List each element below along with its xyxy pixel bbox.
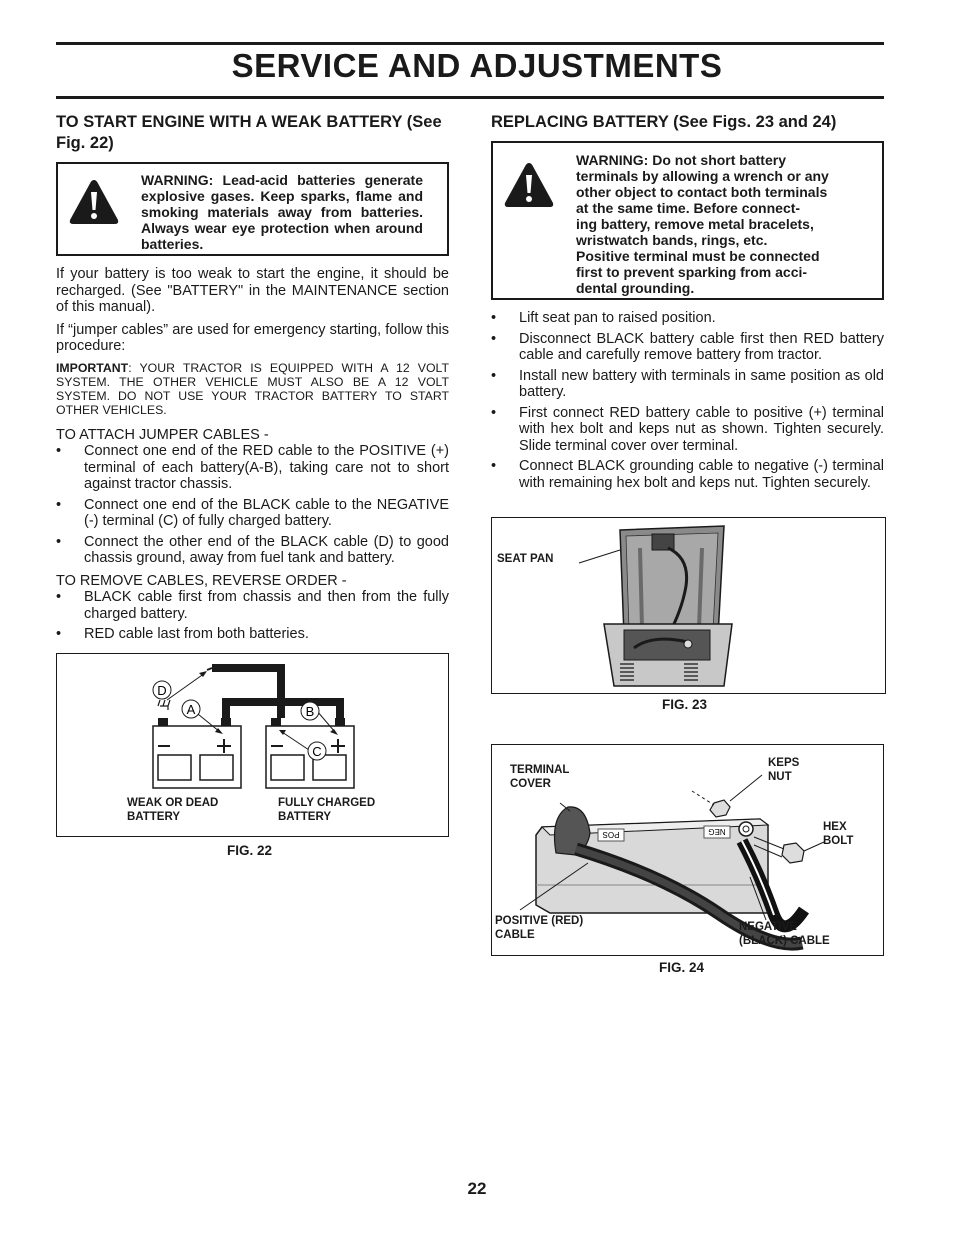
ground-symbol-icon: [158, 700, 170, 710]
fig-24-battery-terminals: [491, 744, 884, 956]
fig-22-caption: FIG. 22: [227, 843, 273, 858]
replacement-step: • Disconnect BLACK battery cable first then RED battery cable and carefully remove battery from tractor.: [491, 331, 884, 364]
remove-step: • BLACK cable first from chassis and then from the fully charged battery.: [56, 589, 449, 622]
warning-triangle-icon: [68, 178, 120, 226]
fig-23-seat-pan: [491, 517, 886, 694]
title-underline: [56, 96, 884, 99]
label-b: B: [305, 704, 315, 719]
important-note: [56, 361, 449, 417]
label-c: C: [312, 744, 322, 759]
charged-battery-label: FULLY CHARGED BATTERY: [278, 797, 376, 823]
attach-heading: TO ATTACH JUMPER CABLES -: [56, 426, 269, 443]
label-d: D: [157, 683, 167, 698]
warning-line: at the same time. Before connect-: [576, 200, 801, 216]
warning-line: dental grounding.: [576, 280, 695, 296]
replacing-battery-heading: REPLACING BATTERY (See Figs. 23 and 24): [491, 113, 837, 131]
recharge-paragraph: If your battery is too weak to start the engine, it should be recharged. (See "BATTERY" in the MAINTENANCE section of this manual).: [56, 266, 449, 315]
warning-line: terminals by allowing a wrench or any: [576, 168, 829, 184]
fig-23-caption: FIG. 23: [662, 697, 708, 712]
attach-step: • Connect the other end of the BLACK cable (D) to good chassis ground, away from fuel tank and battery.: [56, 534, 449, 567]
left-column: [56, 112, 449, 647]
jumper-cable-diagram: [57, 654, 447, 835]
seat-pan-label: SEAT PAN: [497, 553, 554, 565]
important-lead: IMPORTANT: [56, 360, 129, 375]
replacement-step: • Connect BLACK grounding cable to negative (-) terminal with remaining hex bolt and keps nut. Tighten securely.: [491, 458, 884, 491]
warning-text: : Lead-acid batteries generate explosive gases. Keep sparks, flame and smoking materials away from batteries. Always wear eye protection when around batteries.: [141, 172, 423, 252]
terminal-cover-label: TERMINAL COVER: [510, 764, 570, 790]
warning-line: first to prevent sparking from acci-: [576, 264, 808, 280]
jumper-paragraph: If “jumper cables” are used for emergency starting, follow this procedure:: [56, 321, 449, 354]
neg-mark: NEG: [708, 827, 726, 836]
hex-bolt-icon: [782, 843, 804, 863]
keps-nut-icon: [710, 800, 730, 817]
warning-line: WARNING: Do not short battery: [576, 152, 786, 168]
pos-mark: POS: [602, 830, 620, 839]
replacement-step: • First connect RED battery cable to positive (+) terminal with hex bolt and keps nut as shown. Tighten securely. Slide terminal cover over terminal.: [491, 405, 884, 455]
replacement-step: • Lift seat pan to raised position.: [491, 310, 884, 327]
right-column: [491, 112, 884, 495]
seat-pan-illustration: [492, 518, 884, 692]
remove-steps: [56, 589, 449, 643]
attach-step: • Connect one end of the BLACK cable to the NEGATIVE (-) terminal (C) of fully charged battery.: [56, 497, 449, 530]
replacement-step: • Install new battery with terminals in same position as old battery.: [491, 368, 884, 401]
positive-cable-label: POSITIVE (RED) CABLE: [495, 915, 584, 941]
remove-step: • RED cable last from both batteries.: [56, 626, 449, 643]
important-text: : YOUR TRACTOR IS EQUIPPED WITH A 12 VOLT SYSTEM. THE OTHER VEHICLE MUST ALSO BE A 12 VOLT SYSTEM. DO NOT USE YOUR TRACTOR BATTERY TO START OTHER VEHICLES.: [56, 360, 449, 417]
weak-battery-heading: TO START ENGINE WITH A WEAK BATTERY (See Fig. 22): [56, 113, 442, 152]
negative-cable-label: NEGATIVE (BLACK) CABLE: [739, 921, 830, 947]
warning-triangle-icon: [503, 161, 555, 209]
fig-22-jumper-diagram: [56, 653, 449, 837]
explosive-gas-warning: [56, 162, 449, 256]
warning-line: ing battery, remove metal bracelets,: [576, 216, 814, 232]
label-a: A: [186, 702, 196, 717]
weak-battery-label: WEAK OR DEAD BATTERY: [127, 797, 219, 823]
warning-line: Positive terminal must be connected: [576, 248, 820, 264]
warning-lead: WARNING: [141, 172, 209, 188]
page-title: SERVICE AND ADJUSTMENTS: [231, 47, 723, 84]
replacement-steps: [491, 310, 884, 491]
remove-heading: TO REMOVE CABLES, REVERSE ORDER -: [56, 572, 347, 589]
attach-steps: [56, 443, 449, 567]
page-number: 22: [467, 1179, 487, 1198]
keps-nut-label: KEPS NUT: [768, 757, 800, 783]
top-rule: [56, 42, 884, 45]
warning-line: other object to contact both terminals: [576, 184, 828, 200]
fig-24-caption: FIG. 24: [659, 960, 705, 975]
warning-line: wristwatch bands, rings, etc.: [576, 232, 768, 248]
short-circuit-warning: [491, 141, 884, 300]
attach-step: • Connect one end of the RED cable to the POSITIVE (+) terminal of each battery(A-B), taking care not to short against tractor chassis.: [56, 443, 449, 493]
hex-bolt-label: HEX BOLT: [823, 821, 854, 847]
